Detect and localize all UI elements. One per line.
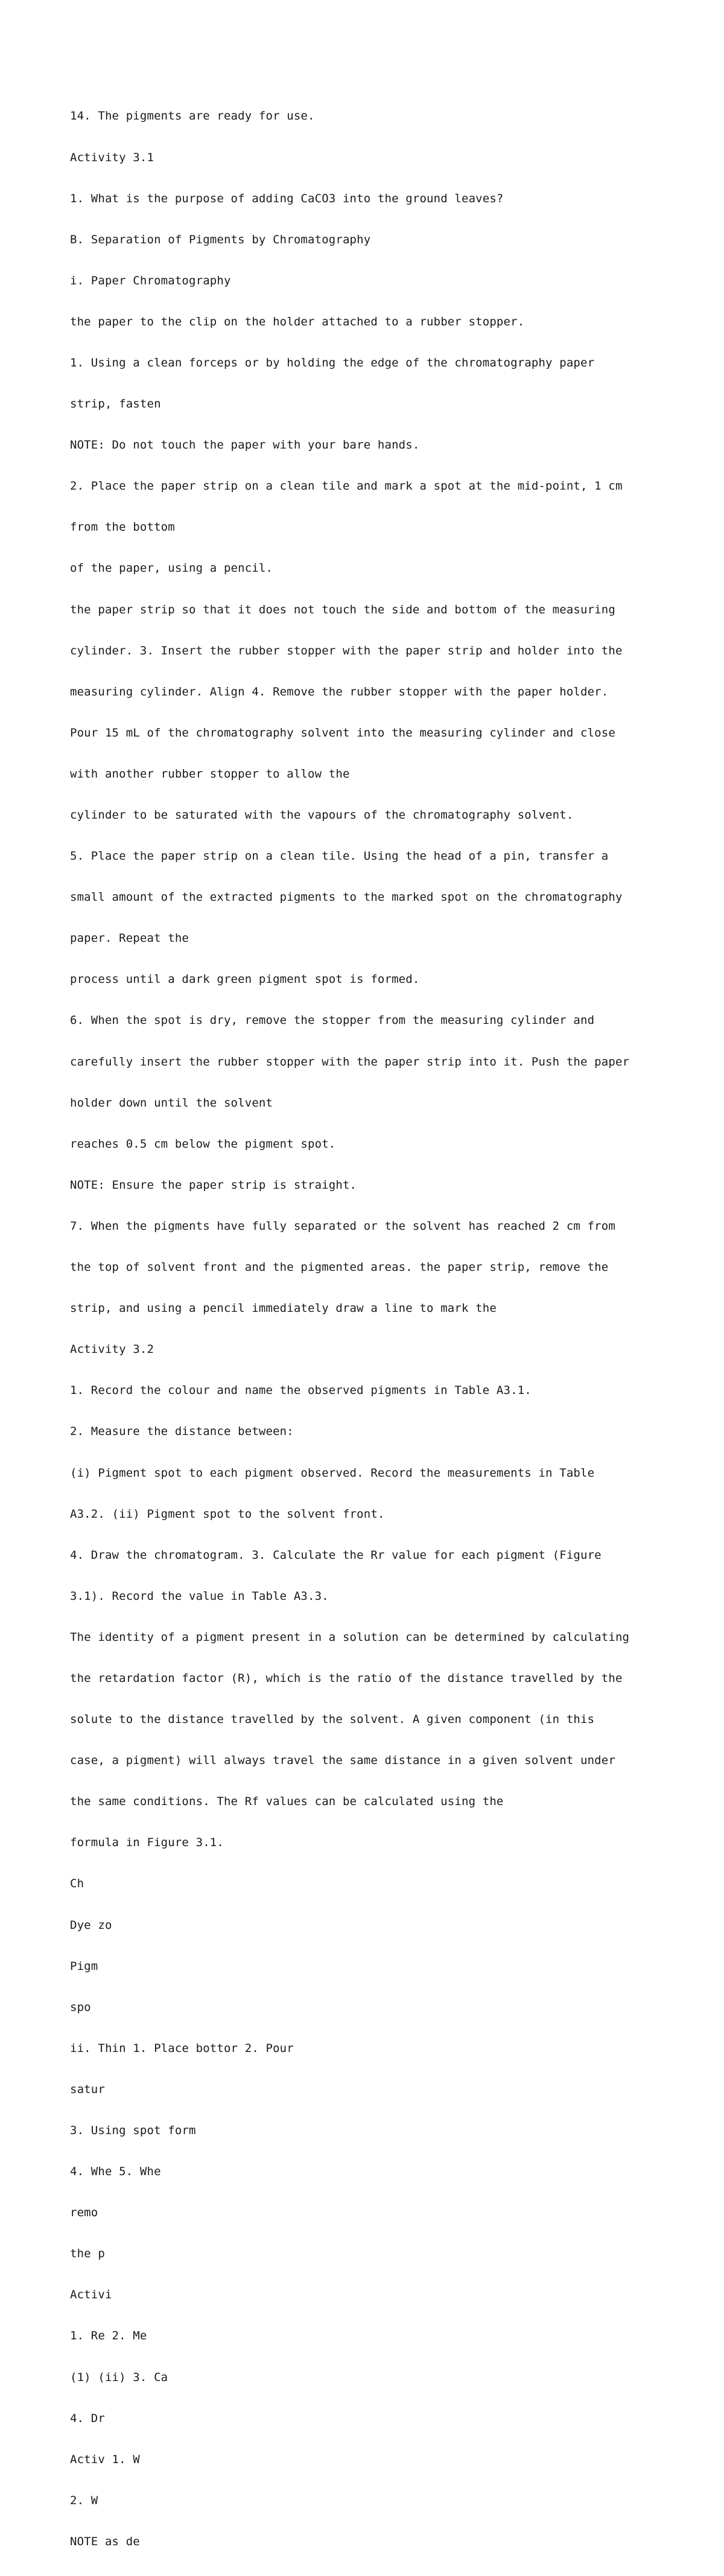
text-line: small amount of the extracted pigments to the marked spot on the chromatography: [70, 890, 623, 904]
text-line: 4. Draw the chromatogram. 3. Calculate the Rr value for each pigment (Figure: [70, 1548, 602, 1562]
document-body: [70, 82, 673, 2576]
text-line: Activ 1. W: [70, 2452, 140, 2466]
text-line: remo: [70, 2206, 98, 2220]
text-line: NOTE: Do not touch the paper with your bare hands.: [70, 438, 420, 452]
text-line: B. Separation of Pigments by Chromatography: [70, 232, 371, 246]
text-line: Pour 15 mL of the chromatography solvent into the measuring cylinder and close: [70, 726, 615, 740]
text-line: cylinder to be saturated with the vapours of the chromatography solvent.: [70, 808, 574, 822]
text-line: process until a dark green pigment spot is formed.: [70, 973, 420, 986]
text-line: 2. W: [70, 2493, 98, 2507]
text-line: the top of solvent front and the pigmented areas. the paper strip, remove the: [70, 1261, 609, 1274]
text-line: 6. When the spot is dry, remove the stopper from the measuring cylinder and: [70, 1014, 595, 1028]
text-line: 4. Whe 5. Whe: [70, 2165, 161, 2179]
text-line: 1. Record the colour and name the observed pigments in Table A3.1.: [70, 1384, 532, 1398]
text-line: the retardation factor (R), which is the ratio of the distance travelled by the: [70, 1671, 623, 1685]
text-line: the same conditions. The Rf values can be calculated using the: [70, 1795, 504, 1809]
text-line: 3.1). Record the value in Table A3.3.: [70, 1589, 329, 1603]
text-line: (i) Pigment spot to each pigment observed. Record the measurements in Table: [70, 1466, 595, 1480]
text-line: carefully insert the rubber stopper with the paper strip into it. Push the paper: [70, 1055, 630, 1069]
text-line: Pigm: [70, 1959, 98, 1973]
text-line: the paper strip so that it does not touch the side and bottom of the measuring: [70, 602, 615, 616]
text-line: 3. Using spot form: [70, 2124, 196, 2137]
text-line: (1) (ii) 3. Ca: [70, 2370, 168, 2384]
text-line: Activity 3.1: [70, 150, 154, 164]
text-line: Dye zo: [70, 1918, 112, 1932]
text-line: 5. Place the paper strip on a clean tile. Using the head of a pin, transfer a: [70, 849, 609, 863]
text-line: holder down until the solvent: [70, 1096, 273, 1110]
text-line: cylinder. 3. Insert the rubber stopper with the paper strip and holder into the: [70, 644, 623, 657]
text-line: 1. Re 2. Me: [70, 2329, 147, 2343]
text-line: solute to the distance travelled by the solvent. A given component (in this: [70, 1713, 595, 1727]
text-line: 7. When the pigments have fully separated or the solvent has reached 2 cm from: [70, 1219, 615, 1233]
text-line: strip, and using a pencil immediately draw a line to mark the: [70, 1302, 497, 1315]
text-line: satur: [70, 2082, 105, 2096]
text-line: Activity 3.2: [70, 1343, 154, 1357]
text-line: 4. Dr: [70, 2411, 105, 2425]
text-line: spo: [70, 2000, 91, 2014]
text-line: strip, fasten: [70, 397, 161, 411]
text-line: 1. What is the purpose of adding CaCO3 into the ground leaves?: [70, 191, 504, 205]
text-line: NOTE: Ensure the paper strip is straight.: [70, 1178, 357, 1192]
text-line: NOTE as de: [70, 2534, 140, 2548]
text-line: formula in Figure 3.1.: [70, 1836, 224, 1850]
text-line: measuring cylinder. Align 4. Remove the rubber stopper with the paper holder.: [70, 685, 609, 698]
text-line: A3.2. (ii) Pigment spot to the solvent front.: [70, 1507, 385, 1521]
text-line: i. Paper Chromatography: [70, 273, 231, 287]
text-line: reaches 0.5 cm below the pigment spot.: [70, 1137, 336, 1151]
text-line: from the bottom: [70, 520, 175, 534]
text-line: 2. Place the paper strip on a clean tile and mark a spot at the mid-point, 1 cm: [70, 479, 623, 493]
text-line: ii. Thin 1. Place bottor 2. Pour: [70, 2041, 294, 2055]
text-line: the p: [70, 2247, 105, 2261]
text-line: case, a pigment) will always travel the same distance in a given solvent under: [70, 1754, 615, 1768]
text-line: of the paper, using a pencil.: [70, 561, 273, 575]
text-line: with another rubber stopper to allow the: [70, 767, 350, 781]
text-line: 14. The pigments are ready for use.: [70, 109, 315, 123]
text-line: 2. Measure the distance between:: [70, 1425, 294, 1439]
text-line: Activi: [70, 2288, 112, 2302]
text-line: The identity of a pigment present in a solution can be determined by calculating: [70, 1630, 630, 1644]
text-line: 1. Using a clean forceps or by holding the edge of the chromatography paper: [70, 356, 595, 369]
text-line: paper. Repeat the: [70, 932, 189, 945]
text-line: Ch: [70, 1877, 84, 1891]
text-line: the paper to the clip on the holder attached to a rubber stopper.: [70, 315, 525, 328]
